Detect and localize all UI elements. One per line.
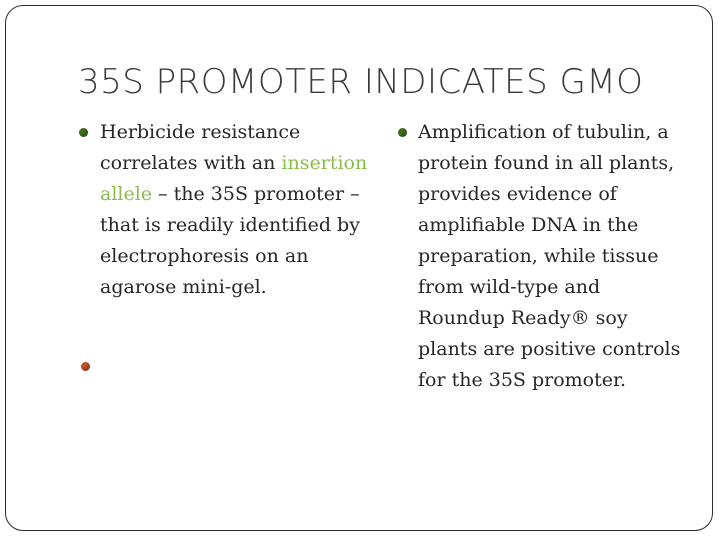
text-line: provides evidence of <box>418 183 617 205</box>
empty-bullet-icon <box>81 362 90 371</box>
highlight-term: allele <box>100 183 153 205</box>
text-line: agarose mini-gel. <box>100 276 267 298</box>
text-line: for the 35S promoter. <box>418 369 627 391</box>
text-line: protein found in all plants, <box>418 152 675 174</box>
text-line: amplifiable DNA in the <box>418 214 639 236</box>
text-line: from wild-type and <box>418 276 601 298</box>
text-line: preparation, while tissue <box>418 245 659 267</box>
highlight-term: insertion <box>281 152 368 174</box>
text-line <box>100 179 380 210</box>
text-segment: correlates with an <box>100 152 282 174</box>
bullet-icon <box>79 128 88 137</box>
text-segment: – the 35S promoter – <box>152 183 360 205</box>
right-column-text <box>418 117 698 396</box>
text-line: Herbicide resistance <box>100 121 301 143</box>
slide-title: 35S PROMOTER INDICATES GMO <box>78 62 644 102</box>
text-line: plants are positive controls <box>418 338 681 360</box>
text-line <box>100 148 380 179</box>
text-line: Roundup Ready® soy <box>418 307 628 329</box>
left-column-text <box>100 117 380 303</box>
text-line: Amplification of tubulin, a <box>418 121 669 143</box>
text-line: electrophoresis on an <box>100 245 309 267</box>
text-line: that is readily identified by <box>100 214 360 236</box>
bullet-icon <box>398 128 407 137</box>
